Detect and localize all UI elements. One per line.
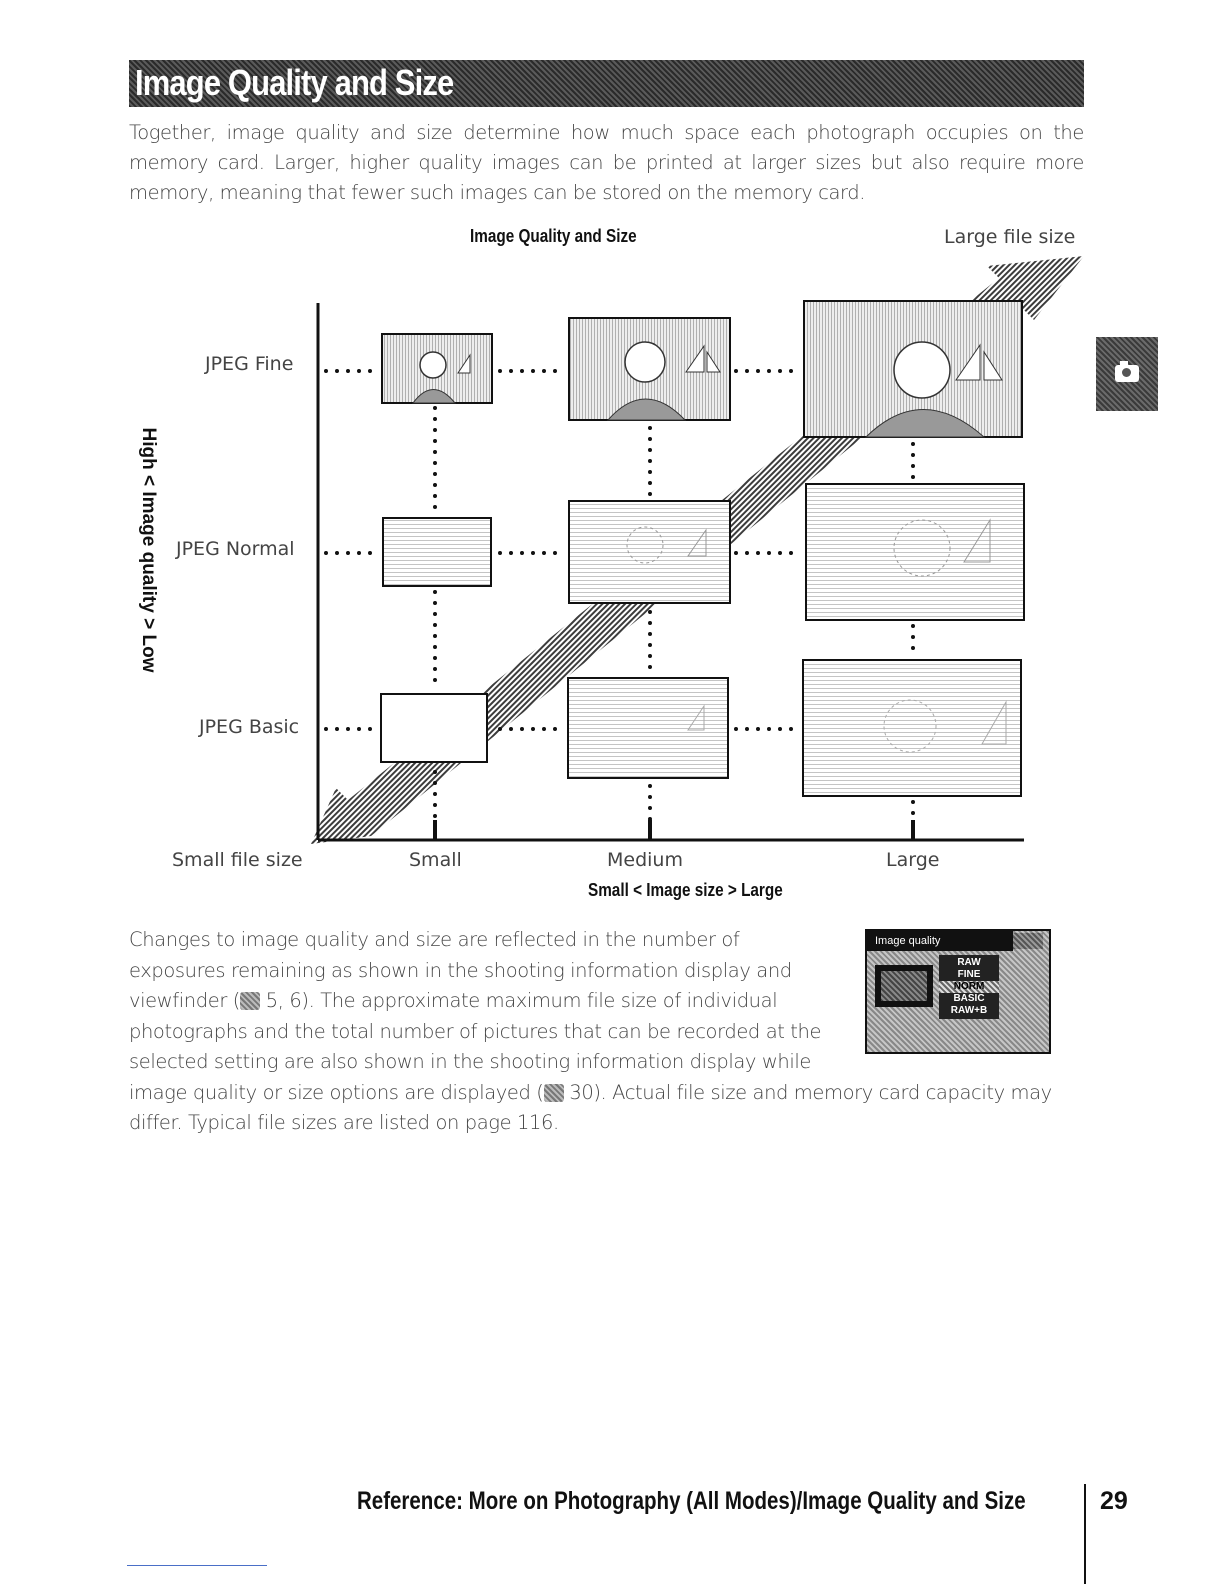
col-label-large: Large <box>886 849 940 871</box>
page-reference-icon <box>240 992 260 1010</box>
thumb-fine-small <box>382 334 492 403</box>
col-label-small: Small <box>409 849 462 871</box>
thumb-normal-small <box>383 518 491 586</box>
large-file-size-label: Large file size <box>944 226 1076 248</box>
axis-ticks <box>435 820 913 840</box>
row-label-jpeg-fine: JPEG Fine <box>205 353 294 375</box>
page-title: Image Quality and Size <box>135 62 454 103</box>
col-label-medium: Medium <box>607 849 683 871</box>
thumb-fine-medium <box>569 318 730 420</box>
footer-divider <box>1084 1484 1086 1584</box>
small-file-size-label: Small file size <box>172 849 303 871</box>
menu-current-value <box>1013 933 1043 949</box>
menu-option: FINE <box>957 969 981 980</box>
image-quality-menu-screenshot <box>865 929 1051 1054</box>
menu-header: Image quality <box>867 931 1013 951</box>
menu-preview-icon <box>875 965 933 1007</box>
menu-option-selected: NORM <box>939 981 999 993</box>
thumb-normal-medium <box>569 501 730 603</box>
body-paragraph: Changes to image quality and size are reflected in the number of exposures remaining as shown in the shooting information display and viewfinder ( 5, 6). The approximate maximum file size of individual photographs and the total number of pictures that can be recorded at the selected setting are also shown in the shooting information display while image quality or size options are displayed ( 30). Actual file size and memory card capacity may differ. Typical file sizes are listed on page 116. <box>129 928 1052 1134</box>
thumb-basic-small <box>381 694 487 762</box>
diagram-title: Image Quality and Size <box>470 226 637 246</box>
menu-options-list <box>939 955 999 1019</box>
horizontal-axis-label: Small < Image size > Large <box>588 880 783 900</box>
thumb-normal-large <box>806 484 1024 620</box>
row-label-jpeg-basic: JPEG Basic <box>199 716 300 738</box>
vertical-axis-label: High < Image quality > Low <box>138 427 159 673</box>
footer-section-title: Reference: More on Photography (All Modes)/Image Quality and Size <box>357 1487 1026 1515</box>
thumb-basic-large <box>803 660 1021 796</box>
camera-icon <box>1115 365 1139 382</box>
bottom-rule <box>127 1565 267 1566</box>
thumb-basic-medium <box>568 678 728 778</box>
page-reference-icon <box>544 1084 564 1102</box>
row-label-jpeg-normal: JPEG Normal <box>176 538 295 560</box>
camera-section-tab <box>1096 337 1158 411</box>
page-number: 29 <box>1100 1487 1128 1515</box>
menu-option: RAW <box>957 957 981 968</box>
intro-paragraph: Together, image quality and size determine how much space each photograph occupies on the memory card. Larger, higher quality images can be printed at larger sizes but also require more memory, meaning that fewer such images can be stored on the memory card. <box>129 121 1084 204</box>
thumb-fine-large <box>804 301 1022 437</box>
menu-option: RAW+B <box>950 1005 988 1016</box>
menu-option: BASIC <box>953 993 985 1004</box>
